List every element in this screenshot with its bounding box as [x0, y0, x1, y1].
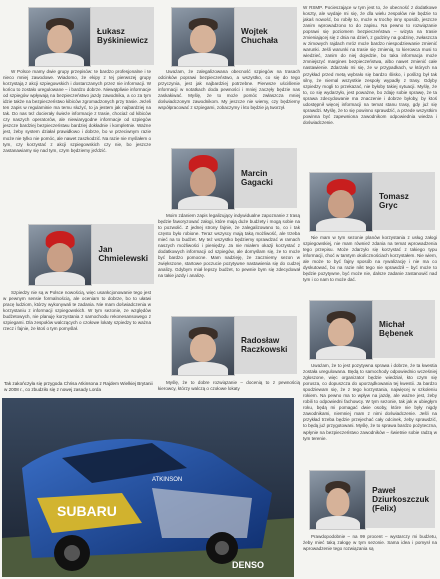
paragraph: Moim zdaniem zapis legalizujący indywidualne zapoznanie z trasą będzie faworyzować załogi, które mają duże budżety i mogą sobie na to pozwolić. Z jednej strony fajnie, że zalegalizowano to, co i tak często było robione. Teraz wszyscy mają taką możliwość, ale trzeba mieć na to budżet. My też wszystko będziemy sprawdzać w ramach naszych możliwości i pieniędzy. Ja nie miałem okazji korzystać z dodatkowych informacji od szpiegów, ale domyślam się, że to może być bardzo pomocne. Mam nadzieję, że zaczniemy sezon w zwiększone, startowe poczucie pozytywne nastawienia się do cudzej analizy. Gdybym miał lepszy budżet, to pewnie bym się zdecydował na takie jazdy i analizę. — [158, 213, 300, 279]
rally-car-photo — [2, 398, 294, 577]
photo-pawel — [309, 470, 366, 530]
card-jan-chmielewski — [28, 224, 154, 284]
paragraph: Uważam, że zalegalizowana obecność szpiegów na trasach odcinków poprawi bezpieczeństwo, a wszystko, co się do tego przyczynia, jest jak najbardziej potrzebne. Pierwsze uściślenie informacji w notatkach doda pewności i mniej zaczęły będzie nas zaskakiwać. Myślę, że to może pomóc zwłaszcza mniej doświadczonym zawodnikom. My jeszcze nie wiemy, czy będziemy współpracować z szpiegami, zobaczymy i kto będzie ją tworzył. — [158, 69, 300, 111]
photo-wojtek — [171, 7, 235, 67]
card-lukasz-byskiniewicz — [28, 7, 154, 65]
paragraph: Nie mam w tym sezonie planów korzystania z usług załogi szpiegowskiej, nie mam również zdania na temat wprowadzenia tego przepisu. Może zdarzyło się korzystać z takiego typu informacji, choć w tamtym okolicznościach korzystałem. Nie wiem, ale może to być fajny sposób na rywalizację i nie ma co dyskutować, bo na razie nikt tego nie sprawdził – być może to będzie pozytywne, być może nie, dalsze zadanie zastanowić nad tym i co nam to może dać. — [303, 235, 437, 283]
card-wojtek-chuchala — [171, 7, 297, 65]
first-name: Paweł — [372, 485, 396, 495]
text-tomasz-intro — [303, 5, 437, 126]
last-name: Gagacki — [241, 178, 273, 187]
paragraph: W Polsce mamy dwie grupy przepisów: te bardzo profesjonalne i te nieco mniej zawodowe. Wiadomo, że ekipy z tej pierwszej grupy korzystają z akcji szpiegowskich i dostarczanych przez nie informacji. W końcu to zostało uregulowane – i bardzo dobrze. Niewątpliwie informacje od szpiegów wpływają na bezpieczeństwo jazdy zawodnika, a co za tym idzie także na bezpieczeństwo kibiców zgromadzonych przy trasie. Jeżeli ten zapis w regulaminie ma temu służyć, to ja jestem jak najbardziej na tak. Do nas też docierały świeże informacje z trasie, chociaż od kibiców czy naszych operatorów, ale niewiarygodne informacje od szpiegów jeszcze bardziej bezpieczeństwu bardziej dokładnie i kompletnie. Ważne jest, żeby system działał prawidłowo i dobrze, bo w przeciwnym razie może nie tylko nie pomóc, ale nawet zaszkodzić. Na razie nie myślałem o tym, czy korzystać z akcji szpiegowskich czy nie, bo jeszcze zastanawiamy się nad tym, czym będziemy jeździć. — [3, 69, 151, 153]
text-lukasz — [3, 69, 151, 154]
first-name: Michał — [379, 320, 405, 329]
card-radoslaw-raczkowski — [171, 316, 297, 374]
car-driver-name: ATKINSON — [152, 477, 183, 483]
last-name: Bębenek — [379, 329, 414, 338]
card-michal-bebenek — [309, 300, 435, 358]
card-marcin-gagacki — [171, 148, 297, 208]
paragraph: W RSMP. Pocieszające w tym jest to, że obecność z dodatkowe koszty, ale wydaje mi się, że dla wielu zespołów nie będzie to jakaś nowość, bo robiły to, może w trochę inny sposób, jeszcze zanim wprowadzono to do zapisu. Na pewno to rozwiązanie poprawi się poziomem bezpieczeństwa – wizyta na trasie zmieniającej się z dnia na dzień, z godziny na godzinę, zwłaszcza w zimowych rajdach mróz może bardzo niespodziewanie zmienić warunki. Jeśli warunki na trasie się zmienią, to kierowca musi to wiedzieć, zanim do niej dojedzie, bo taka informacja może zmniejszyć margines bezpieczeństwa, albo nawet zmienić całe nastawienie. Zdarzało mi się, że w przypadkach, w których na przykład przed metą wybrało się bardzo ślisko, i poślizg był tak silny, że niemal wszystkie zespoły wypadły z trasy. Gdyby szpiedzy mogli to przekazać, nie byłoby takiej sytuacji. Myślę, że to, co się wydarzyło, jest poważne, bo zdaję sobie sprawę, że ta sprawa zdecydowanie ma znaczenie i dobrze byłoby, by ktoś udostępnił więcej informacji na temat stanu trasy, gdy już się sprawdzi. Myślę, że to się powinno sprawdzić, a przede wszystkim powinna być zapewniona zawodnikom odpowiednia wiedza i doświadczenie. — [303, 5, 437, 125]
photo-caption: Tak zakończyła się przygoda Chrisa Atkinsona z Rajdem Wielkiej Brytanii w 2008 r., co zbudziło się z nowej zasady Lorda — [4, 381, 153, 392]
first-name: Wojtek — [241, 27, 268, 36]
paragraph: Prawdopodobnie – na 99 procent – wystarczy mi budżetu, żeby mieć taką załogę w tym sezonie. Sama idea i pomysł na wprowadzenie tego rozwiązania są — [303, 534, 437, 552]
photo-tomasz — [309, 172, 373, 232]
card-tomasz-gryc — [309, 172, 435, 230]
crashed-rally-car-illustration — [2, 398, 294, 577]
name-michal — [373, 300, 435, 358]
card-pawel-dziurkoszczuk — [309, 470, 435, 528]
photo-michal — [309, 300, 373, 360]
first-name: Łukasz — [97, 27, 125, 36]
last-name: Byśkiniewicz — [97, 36, 148, 45]
text-gryc — [303, 235, 437, 283]
name-tomasz — [373, 172, 435, 230]
text-marcin — [158, 213, 300, 280]
last-name: Gryc — [379, 201, 398, 210]
paragraph: Szpiedzy nie są w Polsce nowością, więc usankcjonowanie tego jest w pewnym sensie formalnością, ale oceniam to dobrze, bo to ułatwi pracę ludziom, którzy wykonywali te zadania. Nie mam doświadczenia w korzystaniu z informacji szpiegowskich. W tym sezonie, ze względów budżetowych, nie planuję korzystania z samochodu rekonesansowego z szpiegami. Dla zespołów walczących o czołowe lokaty szpiedzy to ważna rzecz i fajnie, że ktoś o tym pomyślał. — [3, 290, 151, 332]
last-name: Raczkowski — [241, 345, 288, 354]
text-radoslaw — [158, 380, 300, 392]
paragraph: Myślę, że to dobre rozwiązanie – docenią to z pewnością kierowcy, którzy walczą o czołowe lokaty — [158, 380, 300, 392]
car-sponsor: DENSO — [232, 560, 265, 570]
name-wojtek — [235, 7, 297, 65]
last-name: Chmielewski — [98, 254, 148, 263]
name-pawel — [366, 470, 435, 528]
photo-jan — [28, 224, 92, 286]
first-name: Jan — [98, 245, 113, 254]
last-name: Chuchała — [241, 36, 278, 45]
last-name: Dziurkoszczuk (Felix) — [372, 494, 429, 513]
text-jan — [3, 290, 151, 332]
name-marcin — [235, 148, 297, 208]
paragraph: Uważam, że to jest pozytywna sprawa i dobrze, że ta kwestia została uregulowana. Będą to samochody odpowiednio wcześniej zgłoszone, więc organizator będzie wiedział, kto czym się porusza, co dopuszcza do uporządkowania tej kwestii. Ja bardzo spodziewam się, że z tego korzystania, najwięcej w szkoleniu rokiem. Na pewno ma to wpływ na jazdę, ale ważne jest, żeby robili to odpowiedni fachowcy. W tym sezonie, tak jak w ubiegłym roku, będą mi pomagać dwie osoby, które nie były nigdy zawodnikami, niemniej mam z nimi doświadczenie. Jeśli na przykład trzeba będzie przejechać cały odcinek, żeby sprawdzić, to będą już przygotowani. Myślę, że to sprawa bardzo pożyteczna, wpłynie na bezpieczeństwo zawodników – świetnie sobie radzą w tym terenie. — [303, 363, 437, 441]
name-radoslaw — [235, 316, 297, 374]
name-jan — [92, 224, 154, 284]
first-name: Radosław — [241, 336, 280, 345]
text-michal — [303, 363, 437, 442]
text-wojtek — [158, 69, 300, 111]
first-name: Marcin — [241, 169, 268, 178]
first-name: Tomasz — [379, 192, 409, 201]
car-banner: SUBARU — [57, 503, 117, 519]
photo-radoslaw — [171, 316, 235, 376]
photo-lukasz — [28, 7, 91, 67]
text-pawel — [303, 534, 437, 552]
name-lukasz — [91, 7, 154, 65]
photo-marcin — [171, 148, 235, 210]
